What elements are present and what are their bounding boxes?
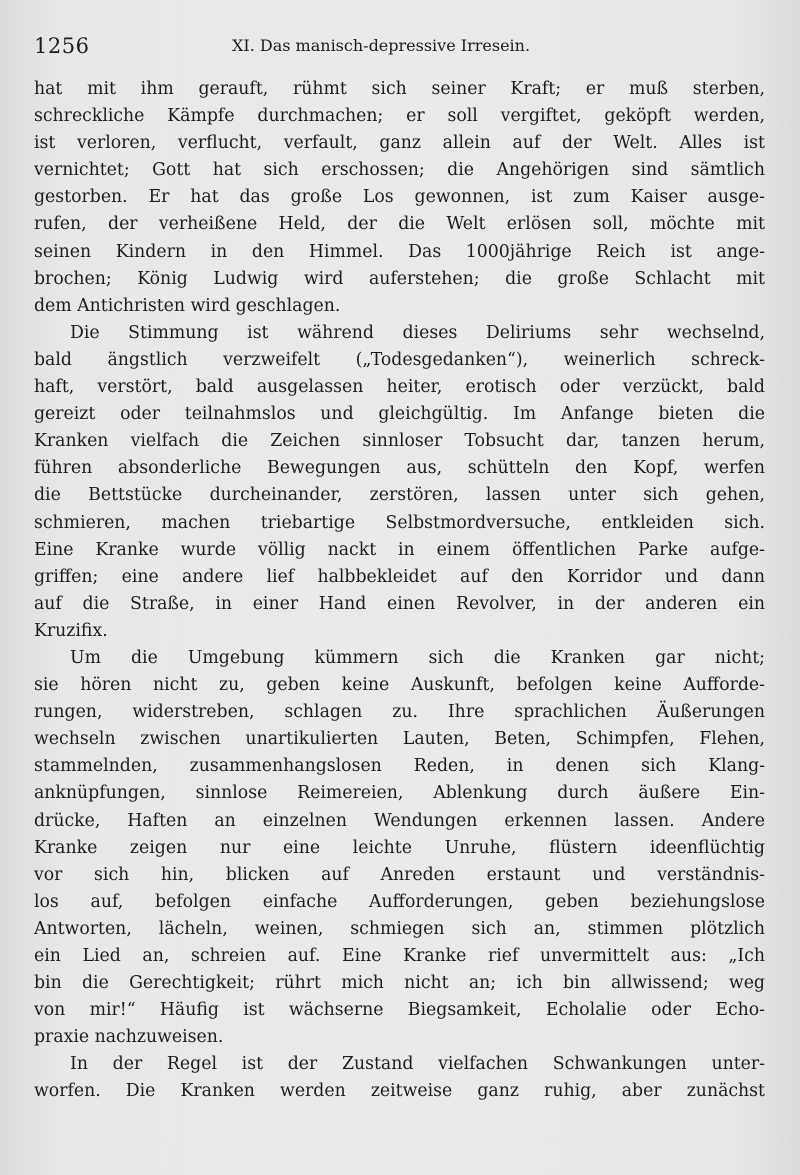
page-header — [34, 34, 764, 58]
text-line: gestorben. Er hat das große Los gewonnen, ist zum Kaiser ausge- — [34, 187, 765, 208]
text-line: bin die Gerechtigkeit; rührt mich nicht an; ich bin allwissend; weg — [34, 973, 765, 994]
text-line: hat mit ihm gerauft, rühmt sich seiner Kraft; er muß sterben, — [34, 79, 765, 99]
text-line: Antworten, lächeln, weinen, schmiegen sich an, stimmen plötzlich — [34, 918, 765, 939]
text-line: vernichtet; Gott hat sich erschossen; die Angehörigen sind sämtlich — [34, 160, 765, 181]
text-line: sie hören nicht zu, geben keine Auskunft, befolgen keine Aufforde- — [34, 675, 765, 696]
text-line: die Bettstücke durcheinander, zerstören, lassen unter sich gehen, — [34, 485, 765, 506]
text-line: bald ängstlich verzweifelt („Todesgedanken“), weinerlich schreck- — [34, 349, 765, 370]
text-line: brochen; König Ludwig wird auferstehen; die große Schlacht mit — [34, 268, 765, 289]
text-line: haft, verstört, bald ausgelassen heiter, erotisch oder verzückt, bald — [34, 377, 765, 398]
body-text — [34, 76, 765, 1106]
text-line: auf die Straße, in einer Hand einen Revolver, in der anderen ein — [34, 593, 765, 614]
text-line: ist verloren, verflucht, verfault, ganz allein auf der Welt. Alles ist — [34, 133, 765, 154]
text-line: los auf, befolgen einfache Aufforderungen, geben beziehungslose — [34, 891, 765, 912]
text-line: praxie nachzuweisen. — [34, 1027, 224, 1048]
text-line: Die Stimmung ist während dieses Deliriums sehr wechselnd, — [70, 322, 765, 343]
text-line: gereizt oder teilnahmslos und gleichgültig. Im Anfange bieten die — [34, 404, 765, 425]
text-line: Eine Kranke wurde völlig nackt in einem öffentlichen Parke aufge- — [34, 539, 765, 560]
running-head: XI. Das manisch-depressive Irresein. — [232, 36, 531, 55]
text-line: griffen; eine andere lief halbbekleidet auf den Korridor und dann — [34, 566, 765, 587]
text-line: dem Antichristen wird geschlagen. — [34, 295, 341, 316]
text-line: wechseln zwischen unartikulierten Lauten, Beten, Schimpfen, Flehen, — [34, 729, 765, 750]
text-line: ein Lied an, schreien auf. Eine Kranke rief unvermittelt aus: „Ich — [34, 946, 765, 966]
text-line: schreckliche Kämpfe durchmachen; er soll vergiftet, geköpft werden, — [34, 106, 765, 127]
text-line: vor sich hin, blicken auf Anreden erstaunt und verständnis- — [34, 864, 765, 885]
page-number: 1256 — [34, 34, 90, 58]
text-line: Kruzifix. — [34, 620, 108, 641]
text-line: worfen. Die Kranken werden zeitweise ganz ruhig, aber zunächst — [34, 1081, 765, 1102]
text-line: Kranke zeigen nur eine leichte Unruhe, flüstern ideenflüchtig — [34, 837, 765, 858]
text-line: von mir!“ Häufig ist wächserne Biegsamkeit, Echolalie oder Echo- — [34, 1000, 765, 1021]
text-line: Kranken vielfach die Zeichen sinnloser Tobsucht dar, tanzen herum, — [34, 431, 765, 452]
text-line: anknüpfungen, sinnlose Reimereien, Ablenkung durch äußere Ein- — [34, 783, 765, 804]
text-line: rungen, widerstreben, schlagen zu. Ihre sprachlichen Äußerungen — [34, 702, 765, 723]
text-line: schmieren, machen triebartige Selbstmordversuche, entkleiden sich. — [34, 512, 765, 533]
text-line: führen absonderliche Bewegungen aus, schütteln den Kopf, werfen — [34, 458, 765, 479]
text-line: In der Regel ist der Zustand vielfachen Schwankungen unter- — [70, 1054, 765, 1075]
text-line: Um die Umgebung kümmern sich die Kranken gar nicht; — [70, 647, 765, 668]
text-line: drücke, Haften an einzelnen Wendungen erkennen lassen. Andere — [34, 810, 765, 831]
text-line: stammelnden, zusammenhangslosen Reden, in denen sich Klang- — [34, 756, 765, 777]
text-line: rufen, der verheißene Held, der die Welt erlösen soll, möchte mit — [34, 214, 765, 235]
text-line: seinen Kindern in den Himmel. Das 1000jährige Reich ist ange- — [34, 241, 765, 262]
